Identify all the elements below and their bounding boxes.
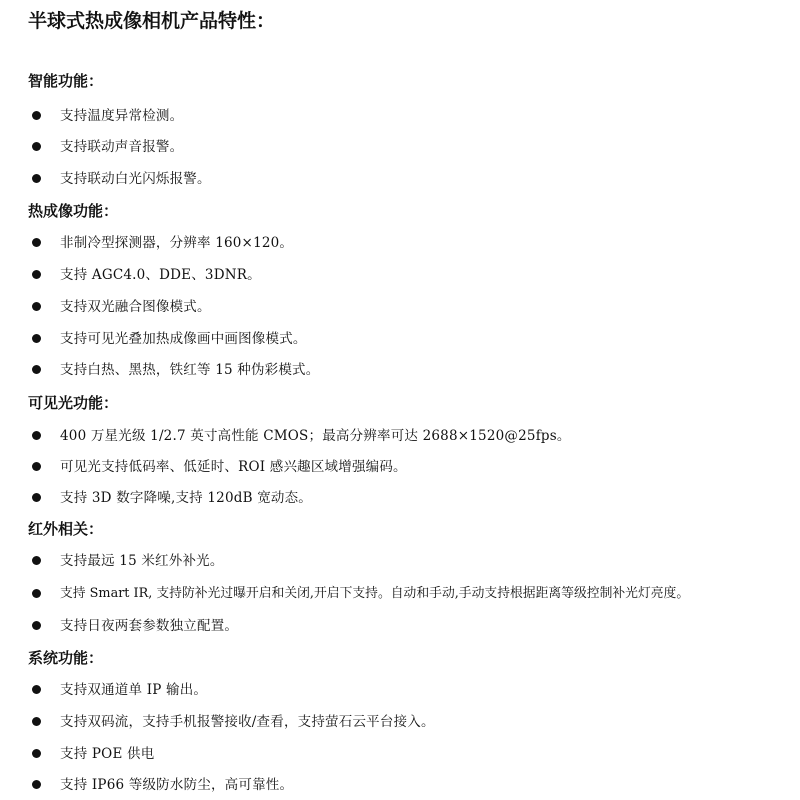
bullet-icon — [32, 780, 41, 789]
list-item — [28, 296, 788, 318]
list-item-text: 支持 IP66 等级防水防尘，高可靠性。 — [60, 777, 294, 793]
list-item-text: 支持 3D 数字降噪,支持 120dB 宽动态。 — [60, 490, 312, 506]
list-item — [28, 456, 788, 478]
list-item-text: 支持 AGC4.0、DDE、3DNR。 — [60, 267, 261, 283]
bullet-icon — [32, 174, 41, 183]
section-heading-system: 系统功能： — [28, 649, 104, 667]
list-item-text: 支持联动声音报警。 — [60, 139, 184, 155]
bullet-icon — [32, 589, 41, 598]
bullet-icon — [32, 238, 41, 247]
list-item — [28, 168, 788, 190]
list-item — [28, 359, 788, 381]
bullet-icon — [32, 431, 41, 440]
list-item-text: 支持 Smart IR, 支持防补光过曝开启和关闭,开启下支持。自动和手动,手动支持根据距离等级控制补光灯亮度。 — [60, 586, 690, 601]
bullet-icon — [32, 462, 41, 471]
section-heading-visible-light: 可见光功能： — [28, 394, 119, 412]
list-item — [28, 487, 788, 509]
list-item-text: 支持日夜两套参数独立配置。 — [60, 618, 239, 634]
list-item — [28, 425, 788, 447]
section-heading-thermal: 热成像功能： — [28, 202, 119, 220]
list-item — [28, 232, 788, 254]
list-item-text: 支持最远 15 米红外补光。 — [60, 553, 224, 569]
bullet-icon — [32, 365, 41, 374]
list-item-text: 支持双码流，支持手机报警接收/查看，支持萤石云平台接入。 — [60, 714, 435, 730]
bullet-icon — [32, 302, 41, 311]
bullet-icon — [32, 621, 41, 630]
list-item — [28, 615, 788, 637]
list-item-text: 支持温度异常检测。 — [60, 108, 184, 124]
list-item — [28, 774, 788, 796]
list-item — [28, 743, 788, 765]
bullet-icon — [32, 270, 41, 279]
list-item-text: 可见光支持低码率、低延时、ROI 感兴趣区域增强编码。 — [60, 459, 407, 475]
bullet-icon — [32, 493, 41, 502]
bullet-icon — [32, 685, 41, 694]
bullet-icon — [32, 749, 41, 758]
bullet-icon — [32, 111, 41, 120]
bullet-icon — [32, 142, 41, 151]
list-item-text: 支持可见光叠加热成像画中画图像模式。 — [60, 331, 307, 347]
list-item — [28, 583, 788, 605]
list-item-text: 支持双通道单 IP 输出。 — [60, 682, 208, 698]
list-item-text: 400 万星光级 1/2.7 英寸高性能 CMOS；最高分辨率可达 2688×1520@25fps。 — [60, 428, 571, 444]
list-item — [28, 711, 788, 733]
list-item-text: 支持双光融合图像模式。 — [60, 299, 211, 315]
list-item — [28, 136, 788, 158]
list-item-text: 支持 POE 供电 — [60, 746, 155, 762]
list-item — [28, 264, 788, 286]
list-item — [28, 679, 788, 701]
section-heading-infrared: 红外相关： — [28, 520, 104, 538]
section-heading-smart: 智能功能： — [28, 72, 104, 90]
list-item — [28, 328, 788, 350]
list-item — [28, 550, 788, 572]
list-item-text: 非制冷型探测器，分辨率 160×120。 — [60, 235, 294, 251]
bullet-icon — [32, 717, 41, 726]
list-item-text: 支持联动白光闪烁报警。 — [60, 171, 211, 187]
list-item-text: 支持白热、黑热，铁红等 15 种伪彩模式。 — [60, 362, 320, 378]
bullet-icon — [32, 334, 41, 343]
list-item — [28, 105, 788, 127]
document-title: 半球式热成像相机产品特性： — [28, 10, 276, 32]
bullet-icon — [32, 556, 41, 565]
